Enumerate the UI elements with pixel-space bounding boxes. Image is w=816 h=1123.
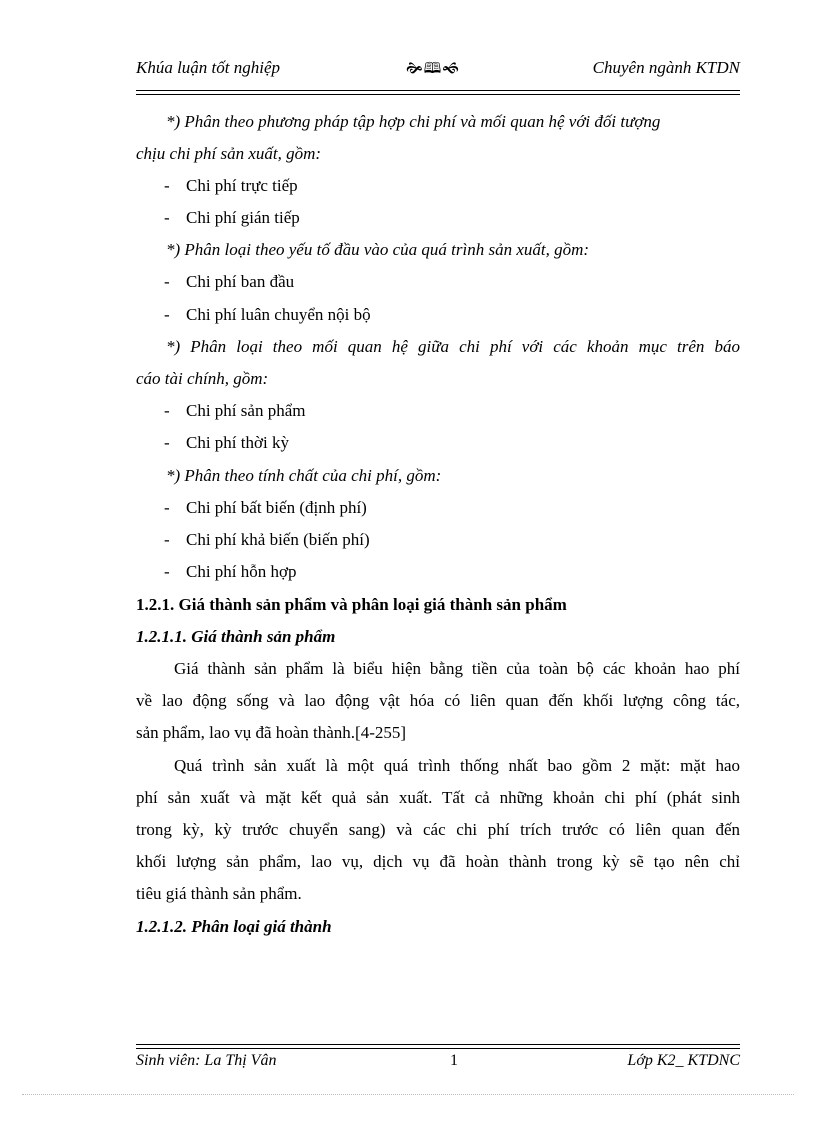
paragraph-line: Giá thành sản phẩm là biểu hiện bằng tiền của toàn bộ các khoản hao phí	[174, 659, 740, 678]
header-ornament: 🙞🕮🙜	[406, 61, 460, 77]
paragraph-line: sản phẩm, lao vụ đã hoàn thành.[4-255]	[136, 723, 407, 742]
paragraph-line: về lao động sống và lao động vật hóa có liên quan đến khối lượng công tác,	[136, 691, 740, 710]
paragraph-line: chịu chi phí sản xuất, gồm:	[136, 144, 322, 163]
bullet-dash: -	[164, 208, 170, 227]
bullet-dash: -	[164, 176, 170, 195]
header-major: Chuyên ngành KTDN	[592, 58, 740, 77]
list-item-text: Chi phí trực tiếp	[186, 176, 298, 195]
footer-divider	[136, 1044, 740, 1049]
bullet-dash: -	[164, 272, 170, 291]
paragraph-line: khối lượng sản phẩm, lao vụ, dịch vụ đã hoàn thành trong kỳ sẽ tạo nên chỉ	[136, 852, 740, 871]
bullet-dash: -	[164, 433, 170, 452]
paragraph-line: tiêu giá thành sản phẩm.	[136, 884, 302, 903]
paragraph-line: phí sản xuất và mặt kết quả sản xuất. Tất cả những khoản chi phí (phát sinh	[136, 788, 740, 807]
list-item-text: Chi phí bất biến (định phí)	[186, 498, 367, 517]
header-thesis-title: Khúa luận tốt nghiệp	[136, 58, 281, 77]
paragraph-line: cáo tài chính, gồm:	[136, 369, 269, 388]
section-heading: 1.2.1. Giá thành sản phẩm và phân loại giá thành sản phẩm	[136, 595, 567, 614]
list-item-text: Chi phí sản phẩm	[186, 401, 306, 420]
bullet-dash: -	[164, 562, 170, 581]
page-footer	[136, 1052, 740, 1074]
paragraph-line: Quá trình sản xuất là một quá trình thống nhất bao gồm 2 mặt: mặt hao	[174, 756, 740, 775]
bullet-dash: -	[164, 498, 170, 517]
footer-student: Sinh viên: La Thị Vân	[136, 1052, 277, 1069]
paragraph-line: *) Phân theo phương pháp tập hợp chi phí và mối quan hệ với đối tượng	[166, 112, 661, 131]
page-header	[136, 58, 740, 82]
header-divider	[136, 90, 740, 95]
bullet-dash: -	[164, 530, 170, 549]
footer-class: Lớp K2_ KTDNC	[627, 1052, 740, 1069]
subsection-heading: 1.2.1.1. Giá thành sản phẩm	[136, 627, 336, 646]
bullet-dash: -	[164, 305, 170, 324]
list-item-text: Chi phí gián tiếp	[186, 208, 300, 227]
page-bottom-divider	[22, 1094, 794, 1095]
page-number: 1	[450, 1052, 458, 1069]
bullet-dash: -	[164, 401, 170, 420]
list-item-text: Chi phí luân chuyển nội bộ	[186, 305, 371, 324]
paragraph-line: *) Phân theo tính chất của chi phí, gồm:	[166, 466, 442, 485]
paragraph-line: *) Phân loại theo yếu tố đầu vào của quá trình sản xuất, gồm:	[166, 240, 590, 259]
subsection-heading: 1.2.1.2. Phân loại giá thành	[136, 917, 332, 936]
list-item-text: Chi phí hỗn hợp	[186, 562, 297, 581]
paragraph-line: trong kỳ, kỳ trước chuyển sang) và các chi phí trích trước có liên quan đến	[136, 820, 740, 839]
list-item-text: Chi phí ban đầu	[186, 272, 295, 291]
list-item-text: Chi phí khả biến (biến phí)	[186, 530, 370, 549]
list-item-text: Chi phí thời kỳ	[186, 433, 289, 452]
paragraph-line: *) Phân loại theo mối quan hệ giữa chi phí với các khoản mục trên báo	[166, 337, 740, 356]
